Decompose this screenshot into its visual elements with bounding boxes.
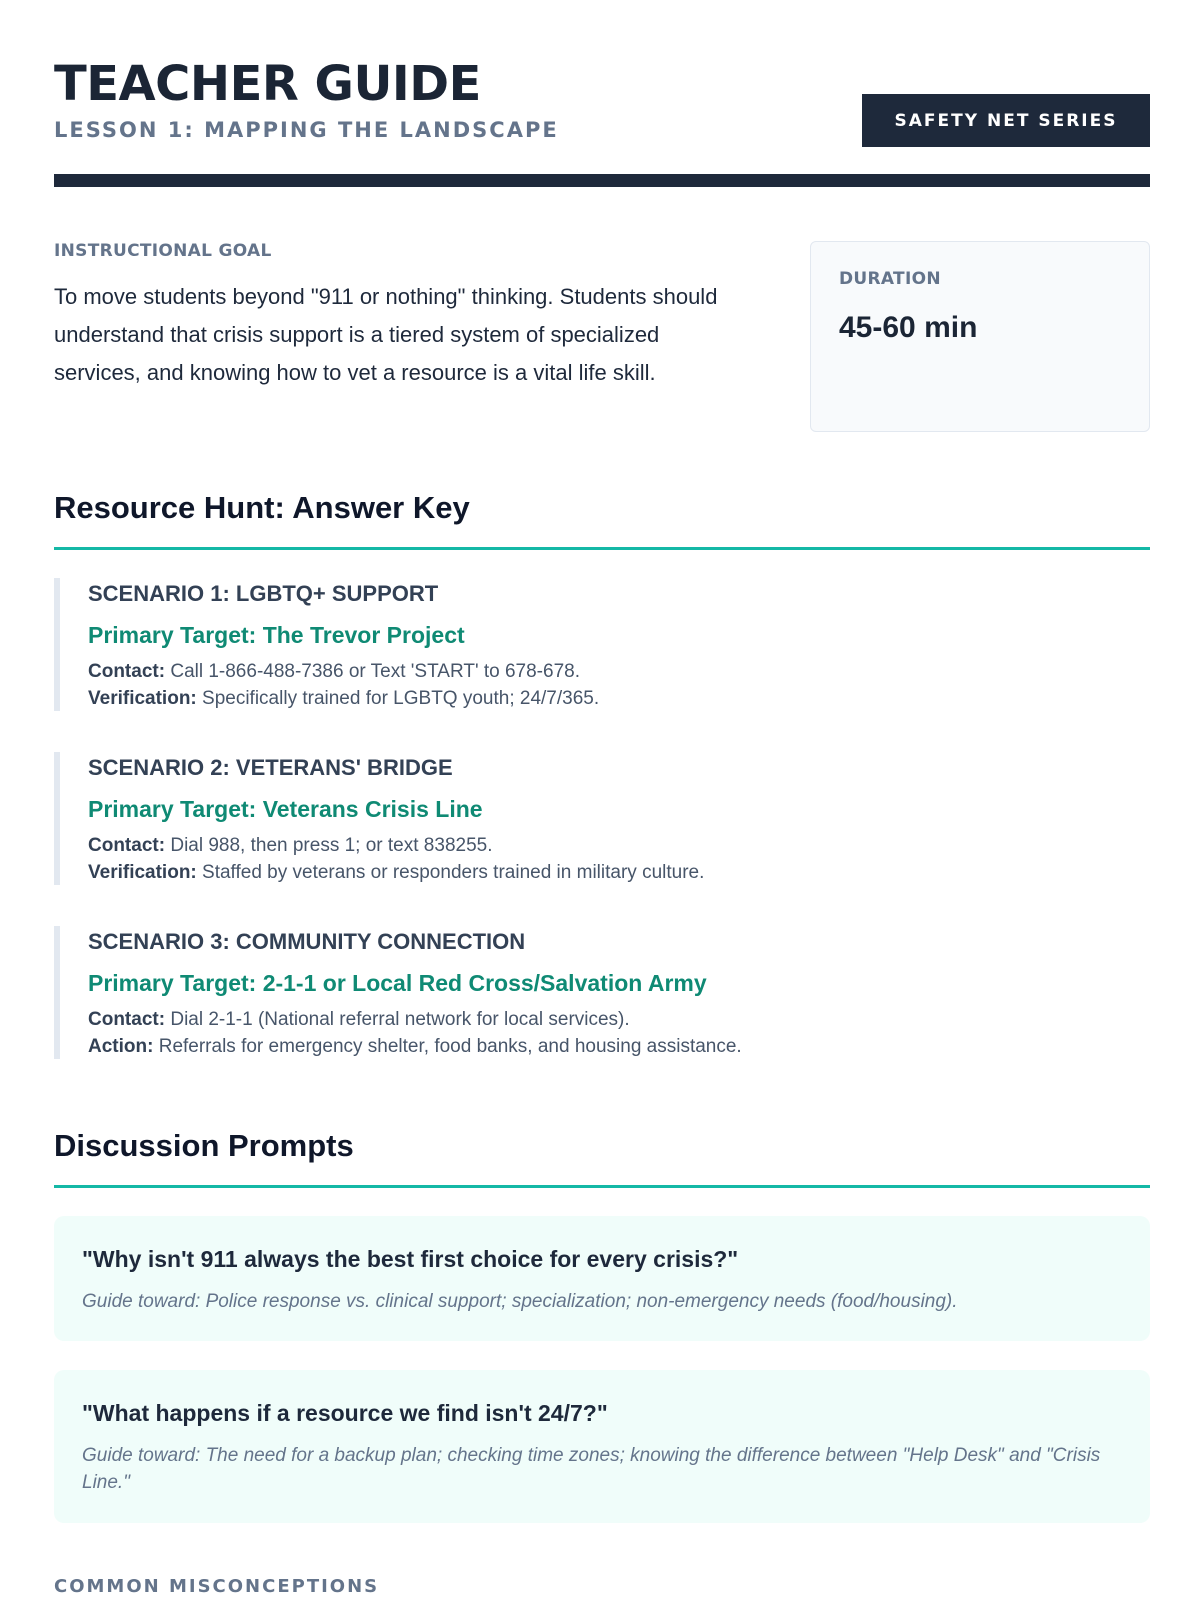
scenario-target: Primary Target: Veterans Crisis Line [88,796,483,822]
discussion-prompt [54,1370,1150,1523]
scenario-action: Action: Referrals for emergency shelter, food banks, and housing assistance. [88,1036,742,1057]
scenario-contact: Contact: Dial 988, then press 1; or text 838255. [88,835,493,856]
scenario-target: Primary Target: 2-1-1 or Local Red Cross/Salvation Army [88,970,707,996]
prompt-guide: Guide toward: Police response vs. clinical support; specialization; non-emergency needs (food/housing). [82,1291,958,1312]
discussion-prompt [54,1216,1150,1341]
answer-key-heading: Resource Hunt: Answer Key [54,490,470,525]
duration-value: 45-60 min [839,311,978,344]
scenario-card [54,752,1150,885]
prompt-question: "Why isn't 911 always the best first choice for every crisis?" [82,1246,739,1272]
series-badge: SAFETY NET SERIES [862,94,1150,147]
scenario-verification: Verification: Specifically trained for LGBTQ youth; 24/7/365. [88,688,600,709]
scenario-contact: Contact: Dial 2-1-1 (National referral network for local services). [88,1009,630,1030]
misconceptions-label: COMMON MISCONCEPTIONS [54,1576,380,1597]
duration-card [810,241,1150,432]
lesson-subtitle: LESSON 1: MAPPING THE LANDSCAPE [54,118,559,142]
scenario-card [54,926,1150,1059]
instructional-goal [54,241,744,392]
goal-label: INSTRUCTIONAL GOAL [54,241,272,261]
teacher-guide-page [54,0,1150,1600]
duration-label: DURATION [839,269,941,289]
prompt-guide: Guide toward: The need for a backup plan; checking time zones; knowing the difference between "Help Desk" and "Crisis Line." [82,1445,1101,1493]
page-title: TEACHER GUIDE [54,56,481,112]
discussion-heading: Discussion Prompts [54,1128,354,1163]
scenario-contact: Contact: Call 1-866-488-7386 or Text 'START' to 678-678. [88,661,580,682]
scenario-title: SCENARIO 3: COMMUNITY CONNECTION [88,929,526,954]
scenario-target: Primary Target: The Trevor Project [88,622,465,648]
scenario-title: SCENARIO 2: VETERANS' BRIDGE [88,755,453,780]
header-divider [54,174,1150,187]
scenario-card [54,578,1150,711]
page-header [54,56,1150,146]
goal-text: To move students beyond "911 or nothing" thinking. Students should understand that crisis support is a tiered system of specialized services, and knowing how to vet a resource is a vital life skill. [54,284,718,385]
answer-key-divider [54,547,1150,550]
discussion-divider [54,1185,1150,1188]
prompt-question: "What happens if a resource we find isn't 24/7?" [82,1400,608,1426]
scenario-title: SCENARIO 1: LGBTQ+ SUPPORT [88,581,439,606]
scenario-verification: Verification: Staffed by veterans or responders trained in military culture. [88,862,705,883]
